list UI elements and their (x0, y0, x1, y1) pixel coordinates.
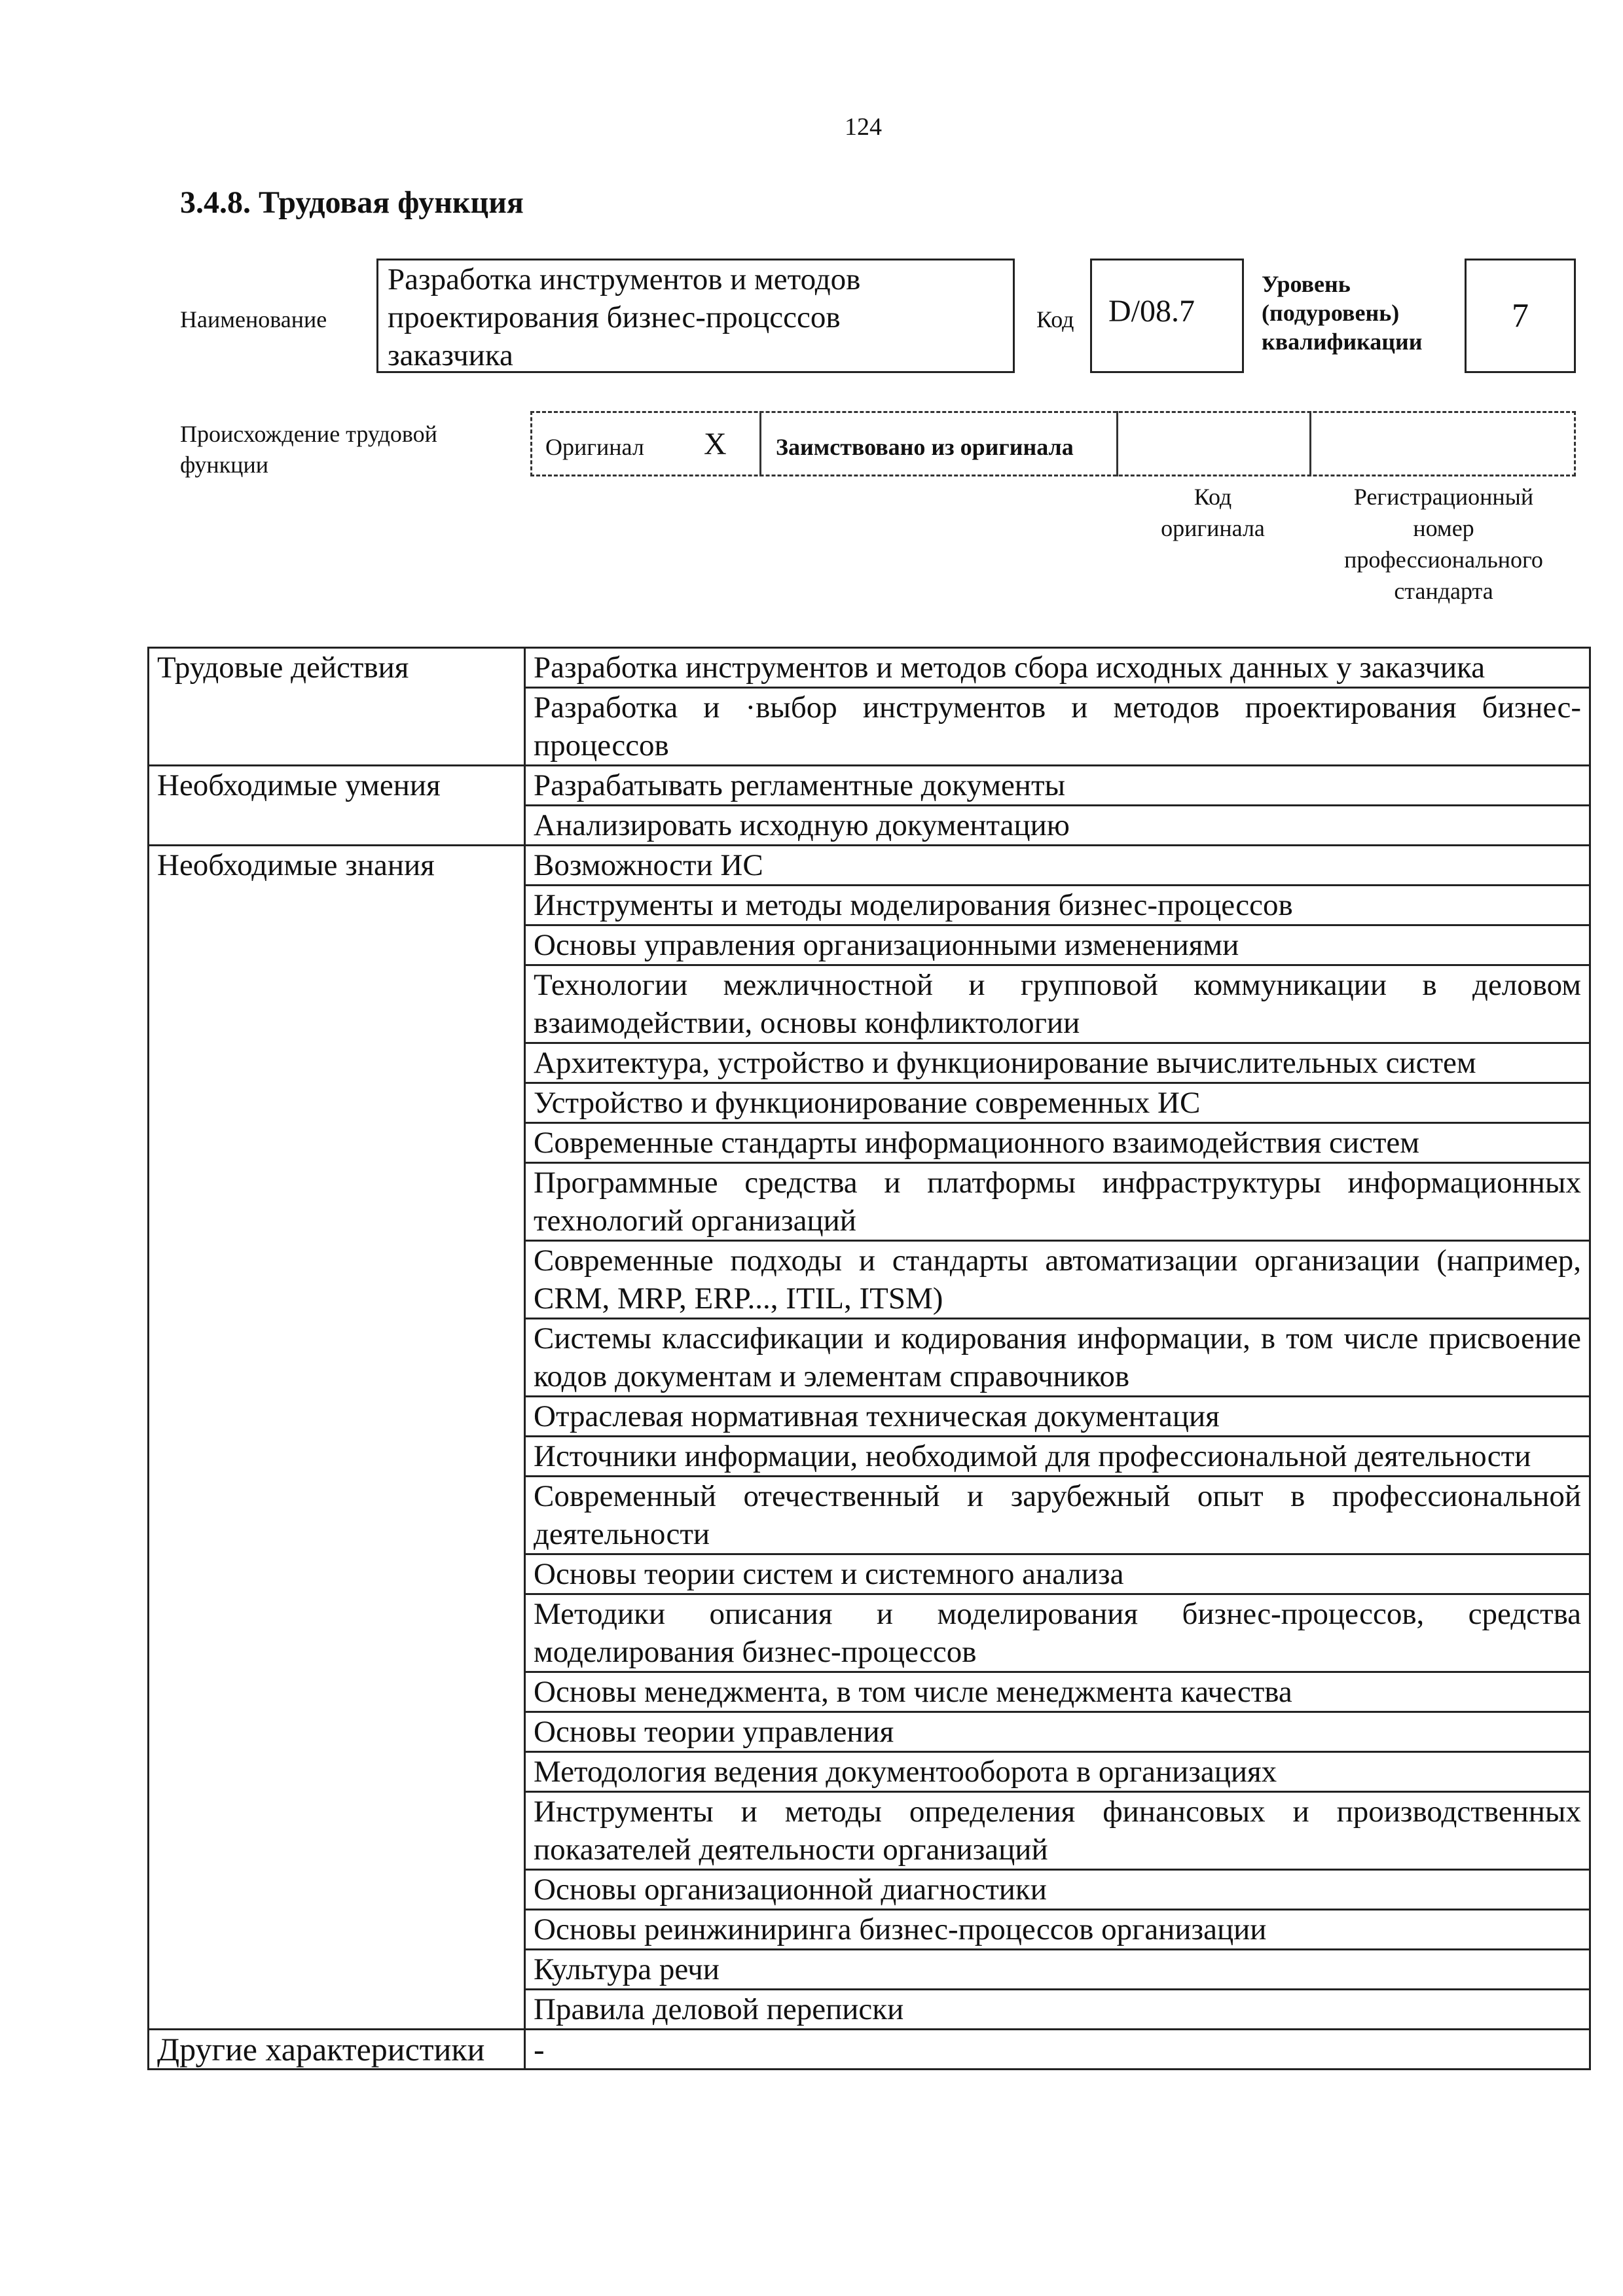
table-cell: Технологии межличностной и групповой коммуникации в деловом взаимодействии, основы конфликтологии (525, 965, 1590, 1043)
table-row (149, 846, 1590, 886)
page-number: 124 (845, 113, 882, 141)
table-cell: Основы организационной диагностики (525, 1870, 1590, 1910)
table-cell: Культура речи (525, 1950, 1590, 1990)
original-label: Оригинал (545, 434, 644, 460)
table-cell: - (525, 2030, 1590, 2070)
table-cell: Современные стандарты информационного взаимодействия систем (525, 1123, 1590, 1163)
category-other: Другие характеристики (149, 2030, 525, 2070)
name-label: Наименование (180, 306, 327, 332)
table-cell: Архитектура, устройство и функционирование вычислительных систем (525, 1043, 1590, 1083)
table-cell: Инструменты и методы определения финансовых и производственных показателей деятельности организаций (525, 1792, 1590, 1870)
table-cell: Основы теории систем и системного анализа (525, 1554, 1590, 1594)
table-cell: Возможности ИС (525, 846, 1590, 886)
table-cell: Правила деловой переписки (525, 1990, 1590, 2030)
table-cell: Основы менеджмента, в том числе менеджмента качества (525, 1672, 1590, 1712)
table-cell: Отраслевая нормативная техническая документация (525, 1397, 1590, 1437)
table-cell: Современные подходы и стандарты автоматизации организации (например, CRM, MRP, ERP..., ITIL, ITSM) (525, 1241, 1590, 1319)
name-value-box (376, 259, 1015, 373)
code-original-caption: Код оригинала (1161, 484, 1265, 541)
table-cell: Программные средства и платформы инфраструктуры информационных технологий организаций (525, 1163, 1590, 1241)
table-cell: Основы управления организационными изменениями (525, 925, 1590, 965)
level-value: 7 (1512, 297, 1529, 334)
reg-number-caption: Регистрационный номер профессионального стандарта (1344, 484, 1543, 604)
origin-divider-3 (1309, 411, 1311, 476)
category-skills: Необходимые умения (149, 766, 525, 846)
section-title: 3.4.8. Трудовая функция (180, 185, 524, 220)
function-table (147, 647, 1591, 2070)
table-cell: Основы реинжиниринга бизнес-процессов организации (525, 1910, 1590, 1950)
table-cell: Основы теории управления (525, 1712, 1590, 1752)
origin-divider-2 (1116, 411, 1118, 476)
origin-label: Происхождение трудовой функции (180, 421, 437, 478)
table-cell: Источники информации, необходимой для профессиональной деятельности (525, 1437, 1590, 1477)
code-label: Код (1036, 306, 1074, 332)
table-row (149, 2030, 1590, 2070)
table-cell: Разрабатывать регламентные документы (525, 766, 1590, 806)
level-label: Уровень (подуровень) квалификации (1262, 271, 1423, 355)
level-value-box (1465, 259, 1576, 373)
table-cell: Методики описания и моделирования бизнес-процессов, средства моделирования бизнес-процессов (525, 1594, 1590, 1672)
table-cell: Инструменты и методы моделирования бизнес-процессов (525, 886, 1590, 925)
name-value-line-3: заказчика (388, 338, 513, 372)
origin-divider (759, 411, 761, 476)
table-cell: Разработка и ·выбор инструментов и методов проектирования бизнес-процессов (525, 688, 1590, 766)
table-row (149, 648, 1590, 688)
name-value-line-1: Разработка инструментов и методов (388, 262, 861, 296)
code-value-box (1090, 259, 1244, 373)
borrowed-label: Заимствовано из оригинала (776, 434, 1074, 460)
table-cell: Системы классификации и кодирования информации, в том числе присвоение кодов документам и элементам справочников (525, 1319, 1590, 1397)
code-value: D/08.7 (1108, 294, 1195, 329)
category-knowledge: Необходимые знания (149, 846, 525, 2030)
table-cell: Методология ведения документооборота в организациях (525, 1752, 1590, 1792)
name-value-line-2: проектирования бизнес-процсссов (388, 300, 841, 334)
original-mark: X (704, 427, 727, 461)
category-labor-actions: Трудовые действия (149, 648, 525, 766)
table-cell: Устройство и функционирование современных ИС (525, 1083, 1590, 1123)
table-cell: Анализировать исходную документацию (525, 806, 1590, 846)
table-cell: Современный отечественный и зарубежный опыт в профессиональной деятельности (525, 1477, 1590, 1554)
table-cell: Разработка инструментов и методов сбора исходных данных у заказчика (525, 648, 1590, 688)
table-row (149, 766, 1590, 806)
